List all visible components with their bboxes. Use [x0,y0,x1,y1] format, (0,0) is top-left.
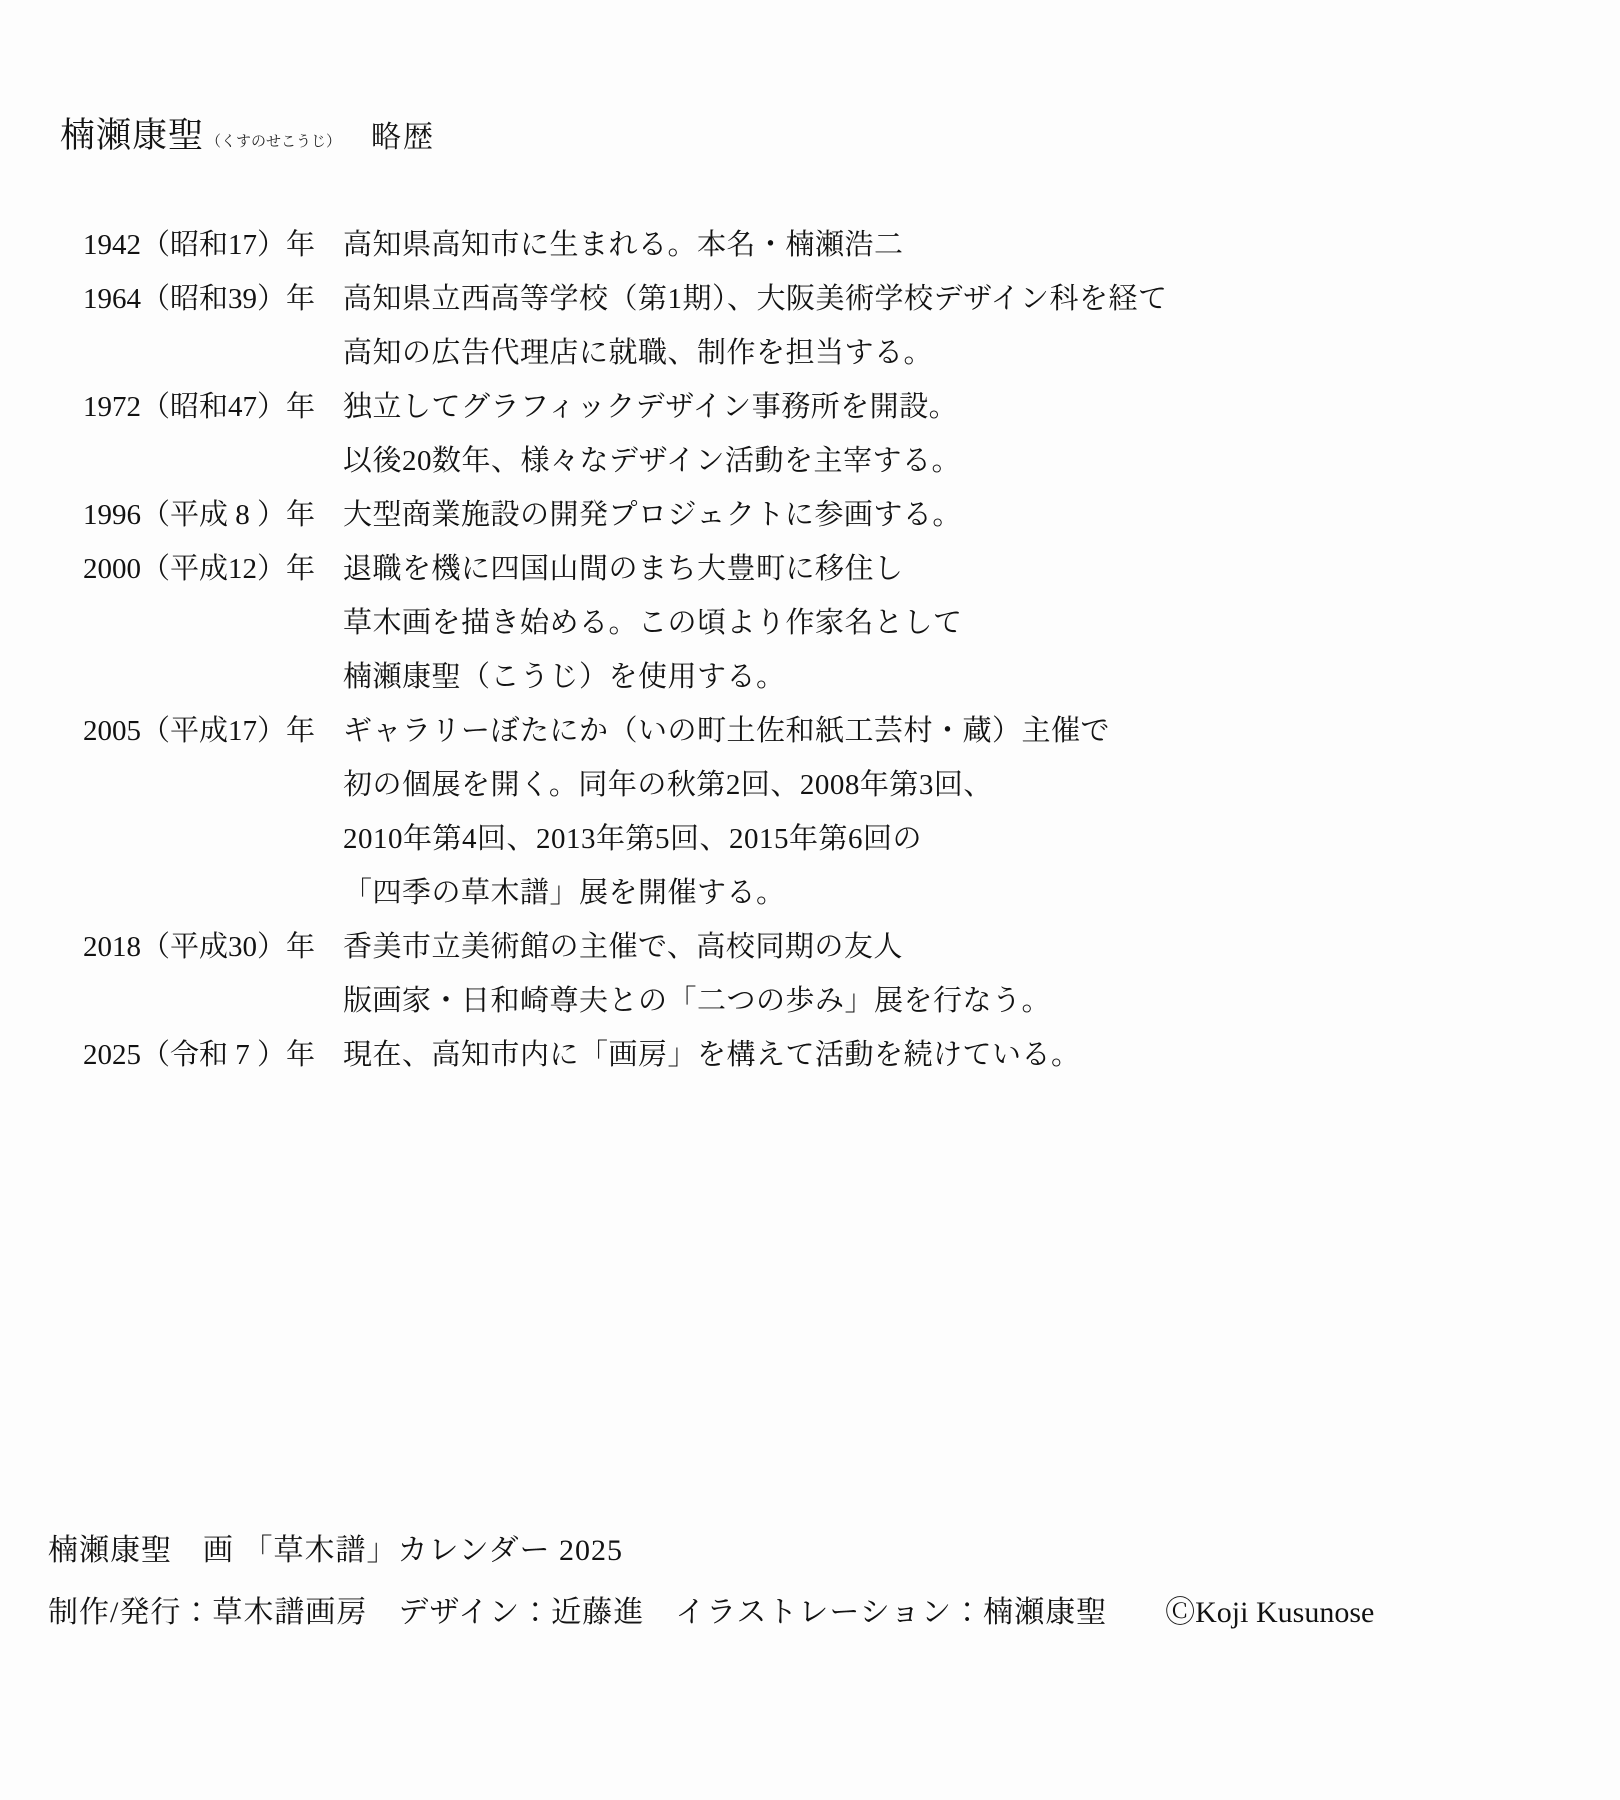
entry-year: 1996（平成 8 ）年 [82,499,315,531]
chronology-entry [55,542,1255,704]
entry-line: 草木画を描き始める。この頃より作家名として [343,607,963,639]
entry-line: 高知県立西高等学校（第1期）、大阪美術学校デザイン科を経て [343,283,1168,315]
entry-body [343,542,1255,704]
entry-line: 退職を機に四国山間のまち大豊町に移住し [343,553,904,585]
entry-line: 香美市立美術館の主催で、高校同期の友人 [343,931,903,963]
entry-year: 2018（平成30）年 [82,931,315,963]
chronology-entry [55,704,1255,920]
entry-line: 以後20数年、様々なデザイン活動を主宰する。 [343,445,961,477]
entry-line: 初の個展を開く。同年の秋第2回、2008年第3回、 [343,769,993,801]
colophon-credits [48,1582,1568,1644]
chronology-list [55,218,1255,1082]
entry-year: 1972（昭和47）年 [82,391,315,423]
chronology-entry [55,1028,1255,1082]
entry-body [343,704,1255,920]
colophon-title: 楠瀬康聖 画 「草木譜」カレンダー 2025 [48,1534,624,1567]
chronology-entry [55,488,1255,542]
entry-year: 2005（平成17）年 [82,715,315,747]
colophon [48,1520,1568,1644]
copyright-notice: ⒸKoji Kusunose [1165,1596,1375,1629]
entry-body [343,488,1255,542]
entry-year: 1942（昭和17）年 [82,229,315,261]
entry-line: 高知県高知市に生まれる。本名・楠瀬浩二 [343,229,904,261]
entry-body [343,218,1255,272]
entry-body [343,272,1255,380]
chronology-entry [55,380,1255,488]
entry-line: 大型商業施設の開発プロジェクトに参画する。 [343,499,962,531]
chronology-entry [55,218,1255,272]
entry-year: 1964（昭和39）年 [82,283,315,315]
entry-body [343,1028,1255,1082]
chronology-entry [55,272,1255,380]
artist-name: 楠瀬康聖 [60,116,205,155]
colophon-production: 制作/発行：草木譜画房 デザイン：近藤進 イラストレーション：楠瀬康聖 [48,1596,1108,1629]
entry-line: 版画家・日和崎尊夫との「二つの歩み」展を行なう。 [343,985,1052,1017]
entry-line: 高知の広告代理店に就職、制作を担当する。 [343,337,934,369]
entry-year: 2025（令和 7 ）年 [82,1039,315,1071]
entry-year: 2000（平成12）年 [82,553,315,585]
entry-line: 楠瀬康聖（こうじ）を使用する。 [343,661,786,693]
section-label: 略歴 [371,121,436,154]
entry-line: 現在、高知市内に「画房」を構えて活動を続けている。 [343,1039,1081,1071]
entry-body [343,920,1255,1028]
chronology-entry [55,920,1255,1028]
page-title [60,118,435,153]
entry-line: 独立してグラフィックデザイン事務所を開設。 [343,391,959,423]
entry-line: 「四季の草木譜」展を開催する。 [343,877,786,909]
artist-name-reading: （くすのせこうじ） [206,134,342,150]
entry-line: 2010年第4回、2013年第5回、2015年第6回の [343,823,923,855]
entry-line: ギャラリーぼたにか（いの町土佐和紙工芸村・蔵）主催で [343,715,1111,747]
entry-body [343,380,1255,488]
